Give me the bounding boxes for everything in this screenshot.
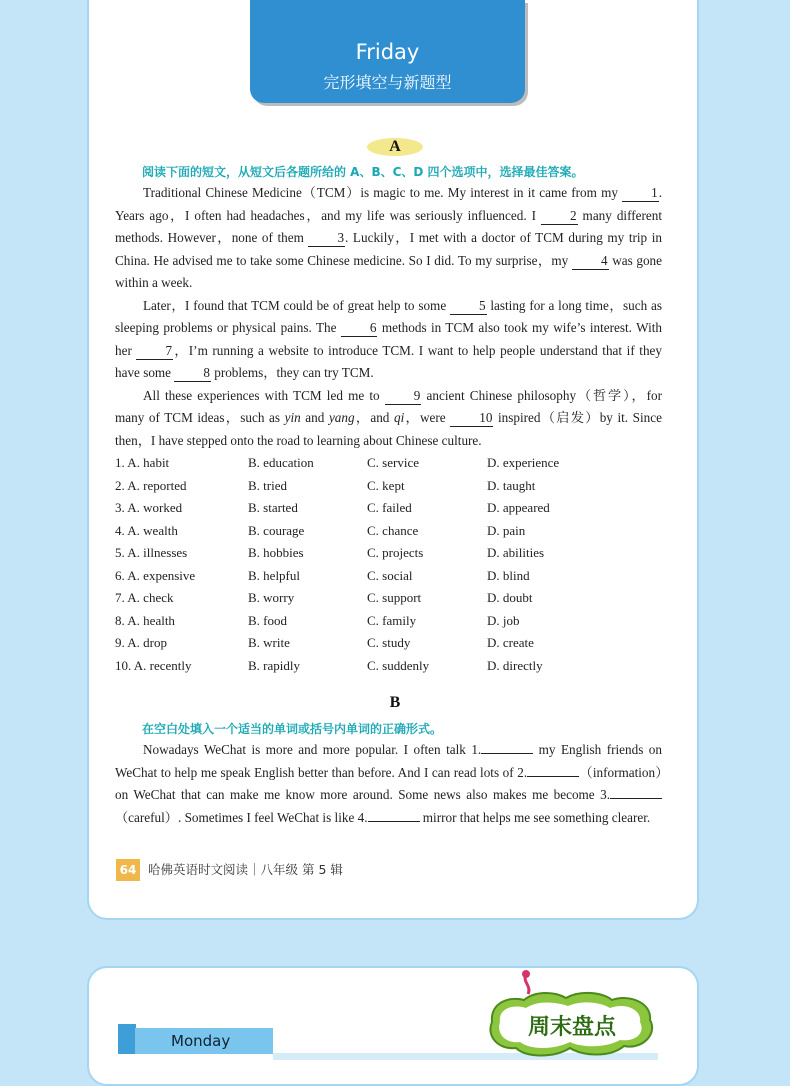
option-c[interactable]: C. suddenly	[367, 657, 430, 673]
option-d[interactable]: D. directly	[487, 657, 543, 673]
fill-blank-1[interactable]	[481, 753, 533, 754]
section-b-instruction: 在空白处填入一个适当的单词或括号内单词的正确形式。	[142, 722, 443, 736]
badge-text: 周末盘点	[527, 1015, 617, 1040]
fill-blank-2[interactable]	[527, 776, 579, 777]
option-c[interactable]: C. chance	[367, 522, 419, 538]
option-row	[115, 632, 675, 655]
blank-10[interactable]: 10	[450, 410, 493, 427]
option-a[interactable]: 10. A. recently	[115, 657, 192, 673]
option-b[interactable]: B. tried	[248, 477, 287, 493]
option-a[interactable]: 9. A. drop	[115, 635, 167, 650]
day-title: Friday	[355, 40, 420, 64]
option-row	[115, 520, 675, 543]
option-c[interactable]: C. projects	[367, 545, 424, 560]
option-b[interactable]: B. write	[248, 635, 290, 650]
option-b[interactable]: B. hobbies	[248, 545, 304, 560]
blank-8[interactable]: 8	[174, 365, 211, 382]
option-b[interactable]: B. worry	[248, 590, 295, 605]
paragraph-1: Traditional Chinese Medicine（TCM）is magic to me. My interest in it came from my 1. Years ago，I often had headaches，and my life was seriously influenced. I 2 many different methods. However，none of them 3. Luckily，I met with a doctor of TCM during my trip in China. He advised me to take some Chinese medicine. So I did. To my surprise，my 4 was gone within a week.	[115, 185, 662, 290]
option-row	[115, 655, 675, 678]
option-c[interactable]: C. study	[367, 635, 411, 650]
blank-9[interactable]: 9	[385, 388, 422, 405]
option-b[interactable]: B. started	[248, 500, 298, 515]
paragraph-3: All these experiences with TCM led me to 9 ancient Chinese philosophy（哲学），for many of TCM ideas，such as yin and yang，and qi，were 10 inspired（启发）by it. Since then，I have stepped onto the road to learning about Chinese culture.	[115, 387, 662, 448]
option-d[interactable]: D. doubt	[487, 590, 533, 605]
option-c[interactable]: C. service	[367, 455, 419, 470]
blank-3[interactable]: 3	[308, 230, 345, 247]
option-row	[115, 542, 675, 565]
option-d[interactable]: D. abilities	[487, 545, 545, 560]
option-c[interactable]: C. kept	[367, 477, 405, 493]
option-b[interactable]: B. food	[248, 612, 287, 628]
day-banner	[250, 0, 525, 103]
option-d[interactable]: D. create	[487, 635, 534, 650]
option-b[interactable]: B. rapidly	[248, 657, 300, 673]
option-row	[115, 475, 675, 498]
footer-text: 哈佛英语时文阅读｜八年级 第 5 辑	[148, 862, 343, 877]
option-c[interactable]: C. support	[367, 590, 422, 605]
tab-marker	[118, 1024, 136, 1054]
blank-7[interactable]: 7	[136, 343, 173, 360]
option-d[interactable]: D. appeared	[487, 500, 550, 515]
option-a[interactable]: 7. A. check	[115, 590, 174, 605]
section-a-instruction: 阅读下面的短文，从短文后各题所给的 A、B、C、D 四个选项中，选择最佳答案。	[142, 165, 584, 179]
page-number: 64	[116, 859, 140, 881]
weekend-review-badge	[486, 968, 662, 1060]
option-d[interactable]: D. job	[487, 612, 520, 628]
option-a[interactable]: 6. A. expensive	[115, 567, 196, 583]
option-a[interactable]: 5. A. illnesses	[115, 545, 188, 560]
tab-monday: Monday	[135, 1028, 273, 1054]
paragraph-b: Nowadays WeChat is more and more popular. I often talk 1. my English friends on WeChat to help me speak English better than before. And I can read lots of 2. （information）on WeChat that can make me know more around. Some news also makes me become 3.（careful）. Sometimes I feel WeChat is like 4. mirror that helps me see something clearer.	[115, 742, 662, 825]
blank-4[interactable]: 4	[572, 253, 609, 270]
option-c[interactable]: C. failed	[367, 500, 412, 515]
option-c[interactable]: C. family	[367, 612, 417, 628]
fill-blank-3[interactable]	[610, 798, 662, 799]
option-a[interactable]: 1. A. habit	[115, 455, 170, 470]
blank-1[interactable]: 1	[622, 185, 659, 202]
option-b[interactable]: B. helpful	[248, 567, 300, 583]
option-d[interactable]: D. blind	[487, 567, 530, 583]
option-row	[115, 610, 675, 633]
option-row	[115, 497, 675, 520]
paragraph-2: Later，I found that TCM could be of great help to some 5 lasting for a long time，such as sleeping problems or physical pains. The 6 methods in TCM also took my wife’s interest. With her 7，I’m running a website to introduce TCM. I want to help people understand that if they have some 8 problems，they can try TCM.	[115, 297, 663, 380]
option-row	[115, 587, 675, 610]
fill-blank-4[interactable]	[368, 821, 420, 822]
option-b[interactable]: B. courage	[248, 522, 305, 538]
section-a-header	[0, 138, 790, 156]
option-a[interactable]: 4. A. wealth	[115, 522, 178, 538]
section-a-letter: A	[367, 138, 423, 156]
option-d[interactable]: D. experience	[487, 455, 560, 470]
blank-6[interactable]: 6	[341, 320, 378, 337]
blank-2[interactable]: 2	[541, 208, 578, 225]
option-b[interactable]: B. education	[248, 455, 314, 470]
option-d[interactable]: D. taught	[487, 477, 536, 493]
passage-a	[115, 182, 662, 452]
option-row	[115, 565, 675, 588]
option-a[interactable]: 3. A. worked	[115, 500, 183, 515]
option-a[interactable]: 8. A. health	[115, 612, 175, 628]
blank-5[interactable]: 5	[450, 298, 487, 315]
option-a[interactable]: 2. A. reported	[115, 477, 187, 493]
option-row	[115, 452, 675, 475]
section-b-letter: B	[389, 694, 401, 711]
option-c[interactable]: C. social	[367, 567, 413, 583]
option-d[interactable]: D. pain	[487, 522, 526, 538]
section-b-header	[0, 694, 790, 712]
options-list	[115, 452, 675, 677]
day-subtitle: 完形填空与新题型	[323, 73, 452, 92]
passage-b	[115, 739, 662, 829]
